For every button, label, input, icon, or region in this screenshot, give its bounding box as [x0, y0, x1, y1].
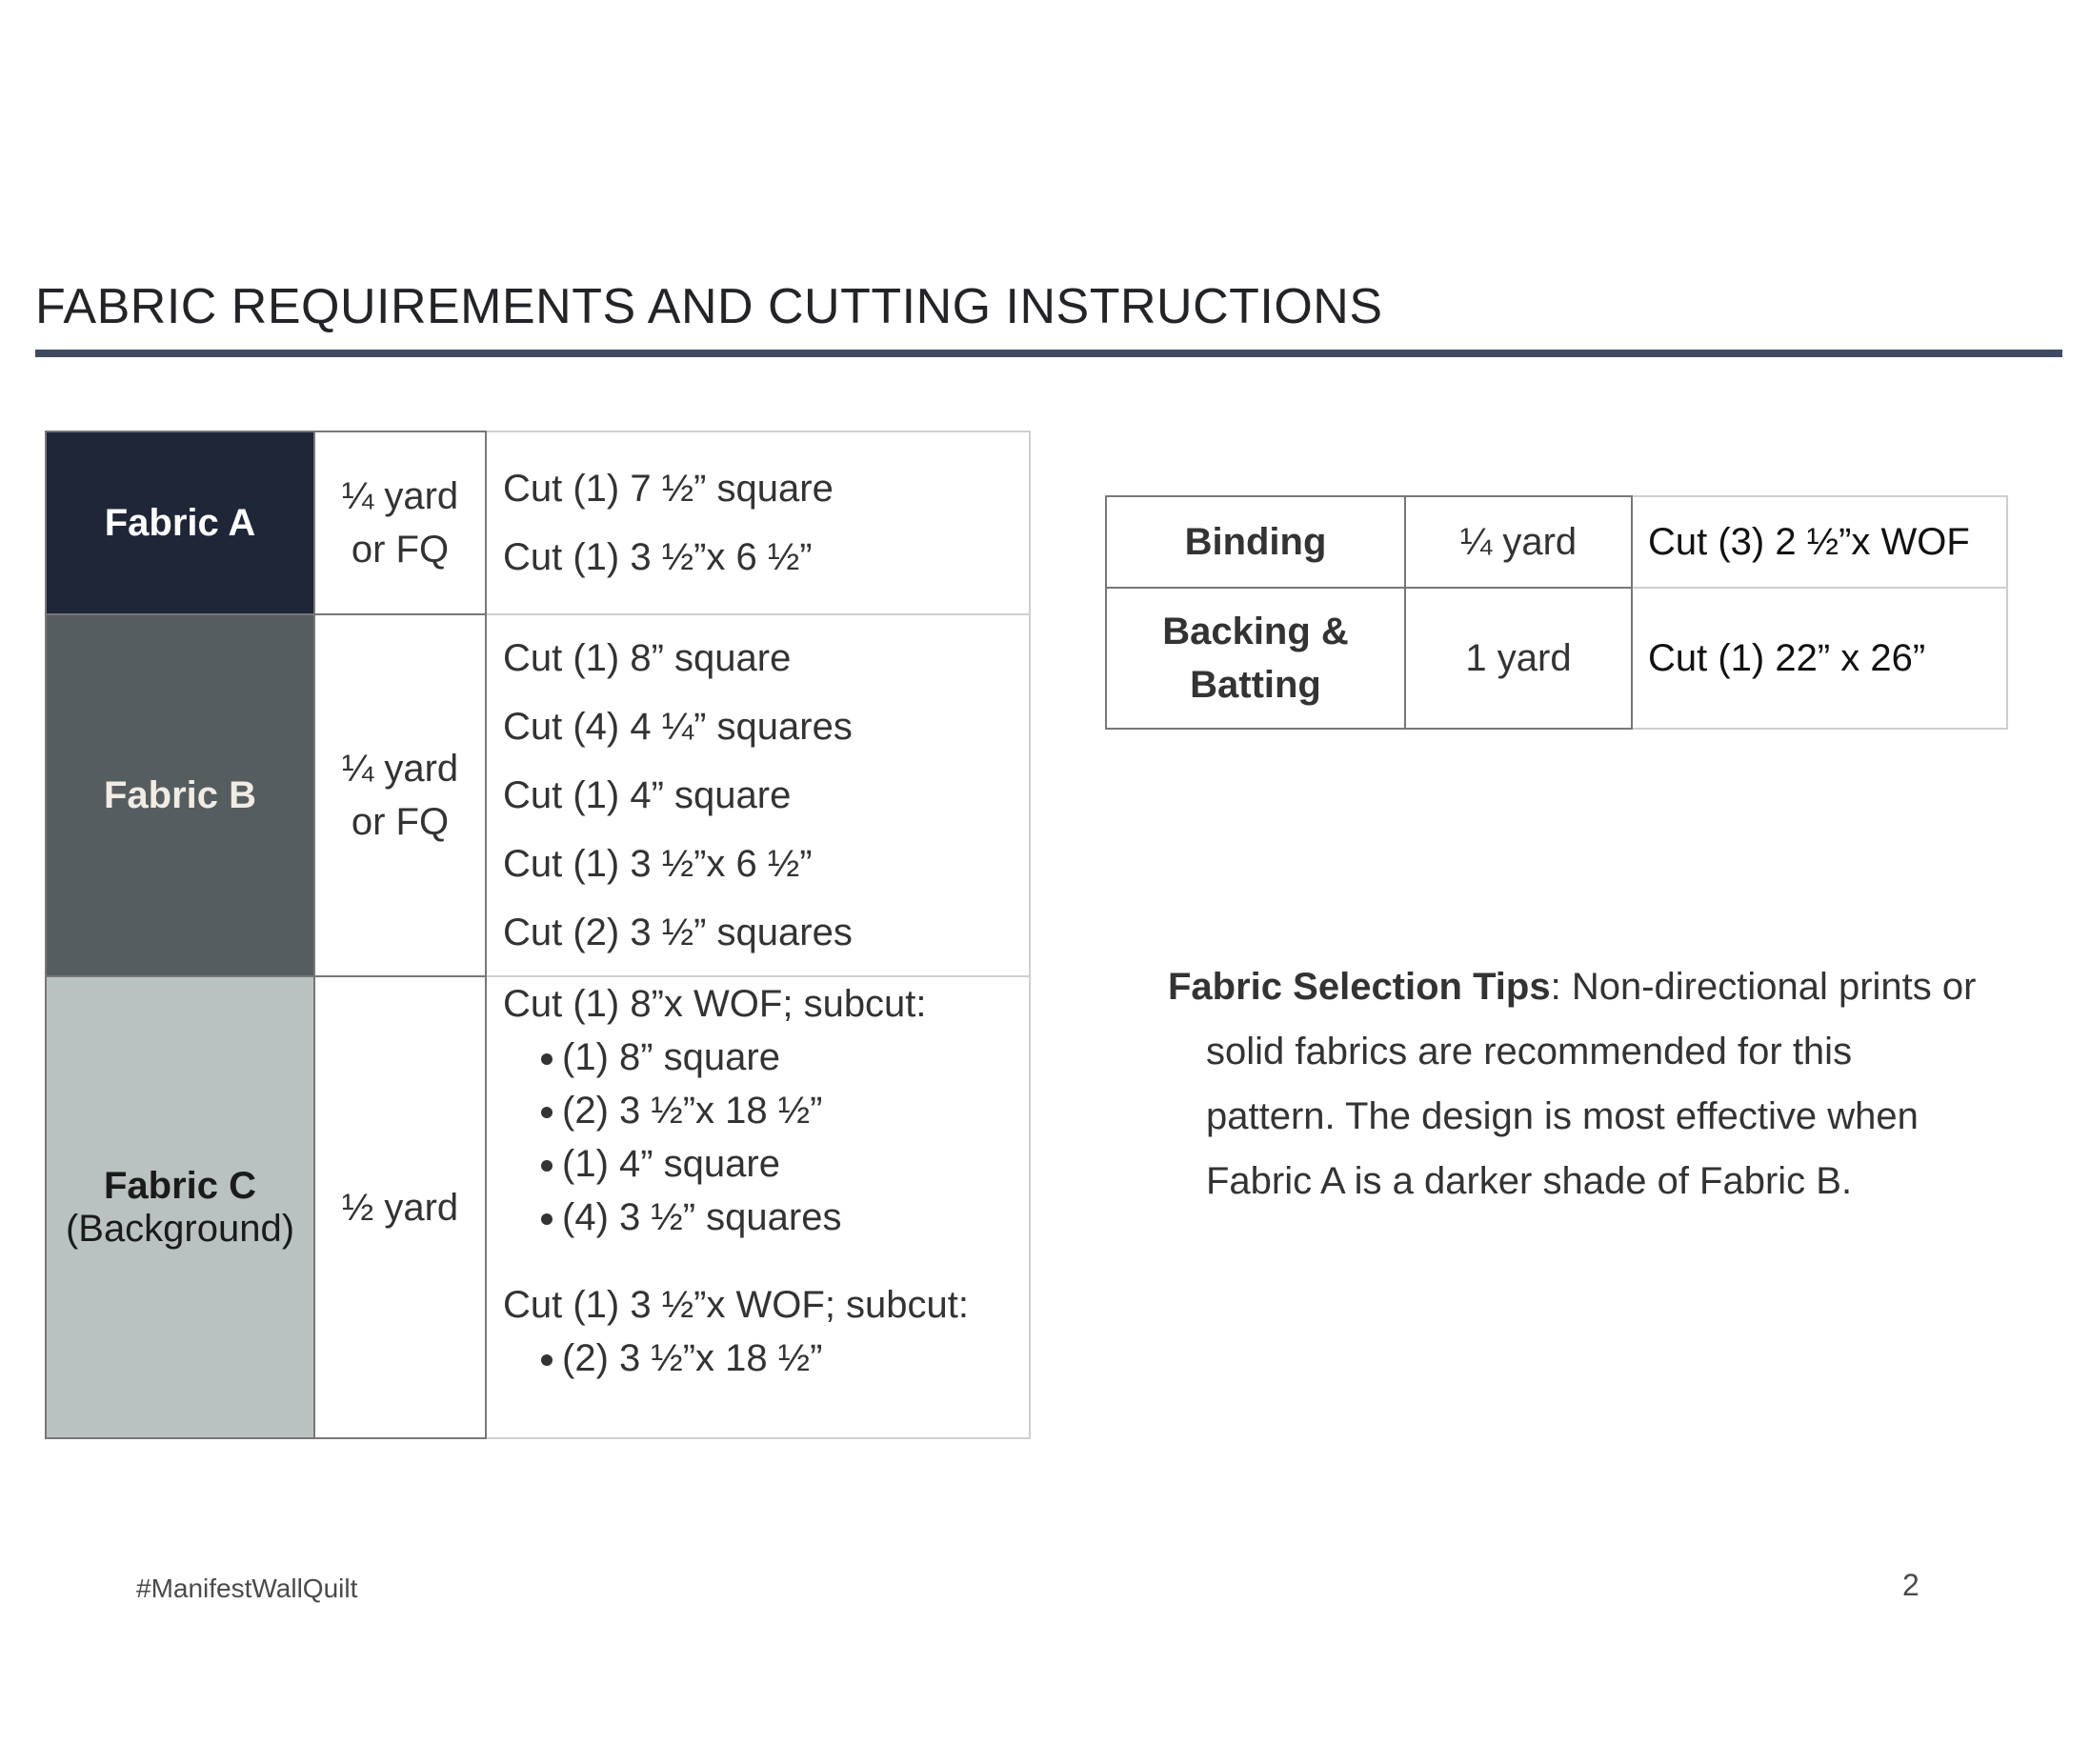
binding-quantity: ¼ yard: [1405, 496, 1632, 588]
tips-text: : Non-directional prints or solid fabrics are recommended for this pattern. The design is most effective when Fabric A is a darker shade of Fabric B.: [1206, 966, 1977, 1202]
fabric-b-name: Fabric B: [46, 614, 314, 976]
subcut-item: [503, 1137, 1029, 1191]
subcut-text: (2) 3 ½”x 18 ½”: [562, 1337, 823, 1379]
binding-backing-table: [1105, 495, 2008, 730]
fabric-c-quantity: ½ yard: [314, 976, 486, 1438]
page-title: FABRIC REQUIREMENTS AND CUTTING INSTRUCTIONS: [35, 279, 1383, 334]
table-row: [46, 976, 1030, 1438]
tips-label: Fabric Selection Tips: [1168, 966, 1551, 1008]
bullet-icon: [541, 1107, 553, 1118]
cut-line: Cut (1) 3 ½”x 6 ½”: [503, 843, 813, 885]
fabric-b-cuts: [486, 614, 1030, 976]
binding-name: Binding: [1106, 496, 1405, 588]
title-rule: [35, 350, 2062, 357]
backing-quantity: 1 yard: [1405, 588, 1632, 729]
cut-line: Cut (1) 3 ½”x 6 ½”: [503, 536, 813, 578]
cut-line: Cut (1) 4” square: [503, 774, 792, 816]
table-row: [46, 431, 1030, 614]
footer-hashtag: #ManifestWallQuilt: [136, 1574, 358, 1603]
bullet-icon: [541, 1160, 553, 1172]
subcut-text: (1) 4” square: [562, 1143, 780, 1185]
subcut-item: [503, 1191, 1029, 1244]
table-row: [1106, 588, 2007, 729]
fabric-c-title: Fabric C: [103, 1164, 257, 1207]
binding-cut: Cut (3) 2 ½”x WOF: [1632, 496, 2007, 588]
fabric-selection-tips: [1168, 954, 1987, 1213]
backing-cut: Cut (1) 22” x 26”: [1632, 588, 2007, 729]
page-number: 2: [1902, 1568, 1919, 1602]
backing-name-line: Backing &: [1162, 611, 1349, 652]
fabric-c-cuts: [486, 976, 1030, 1438]
quantity-line: ¼ yard: [341, 475, 459, 517]
cut-line: Cut (2) 3 ½” squares: [503, 912, 853, 953]
fabric-c-name: [46, 976, 314, 1438]
subcut-item: [503, 1031, 1029, 1084]
quantity-line: or FQ: [351, 529, 450, 571]
cut-line: Cut (1) 8” square: [503, 637, 792, 679]
fabric-table: [45, 431, 1031, 1439]
backing-name-line: Batting: [1190, 664, 1321, 706]
fabric-a-quantity: [314, 431, 486, 614]
subcut-text: (4) 3 ½” squares: [562, 1196, 842, 1238]
subcut-item: [503, 1332, 1029, 1385]
cut-line: Cut (1) 7 ½” square: [503, 468, 834, 510]
cut-line: Cut (4) 4 ¼” squares: [503, 706, 853, 748]
table-row: [46, 614, 1030, 976]
bullet-icon: [541, 1053, 553, 1065]
fabric-b-quantity: [314, 614, 486, 976]
subcut-text: (2) 3 ½”x 18 ½”: [562, 1090, 823, 1132]
subcut-item: [503, 1084, 1029, 1137]
fabric-c-subtitle: (Background): [65, 1207, 295, 1250]
backing-name: [1106, 588, 1405, 729]
bullet-icon: [541, 1354, 553, 1366]
fabric-a-name: Fabric A: [46, 431, 314, 614]
cut-line: Cut (1) 8”x WOF; subcut:: [503, 983, 927, 1025]
subcut-text: (1) 8” square: [562, 1036, 780, 1078]
quantity-line: or FQ: [351, 801, 450, 843]
cut-line: Cut (1) 3 ½”x WOF; subcut:: [503, 1284, 970, 1326]
spacer: [503, 1244, 1029, 1278]
table-row: [1106, 496, 2007, 588]
bullet-icon: [541, 1213, 553, 1225]
quantity-line: ¼ yard: [341, 748, 459, 790]
fabric-a-cuts: [486, 431, 1030, 614]
